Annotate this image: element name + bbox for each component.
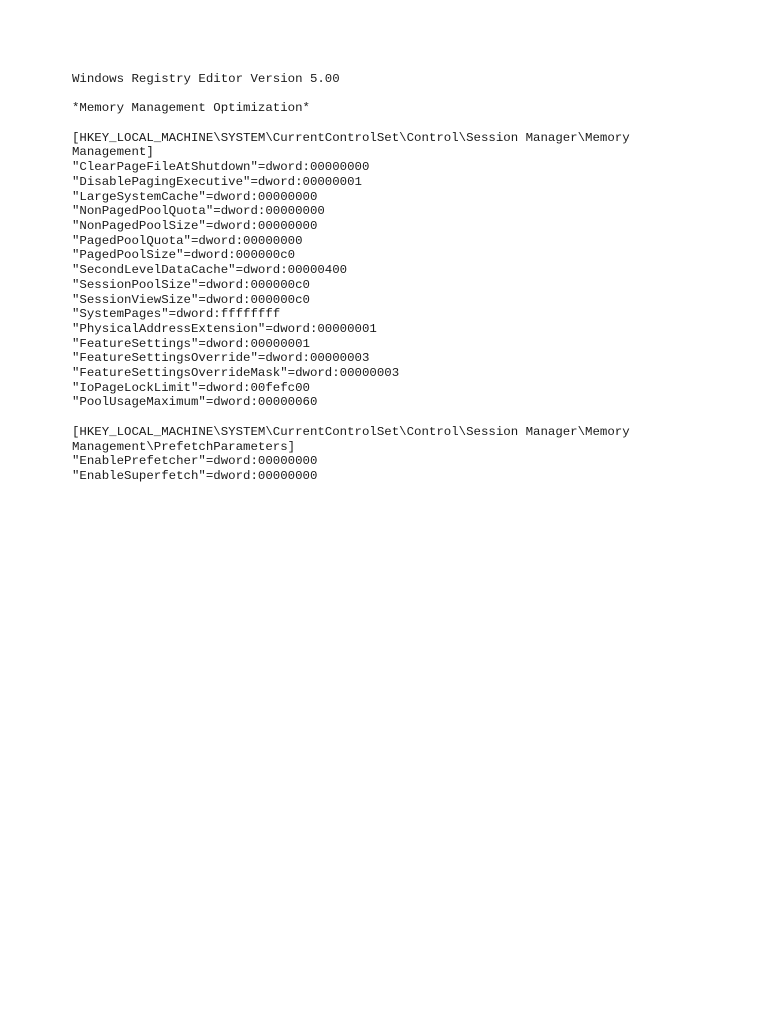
version-header: Windows Registry Editor Version 5.00 [72,72,340,86]
registry-value: "PhysicalAddressExtension"=dword:00000001 [72,321,377,336]
registry-key-path: [HKEY_LOCAL_MACHINE\SYSTEM\CurrentControlSet\Control\Session Manager\Memory [72,130,630,145]
registry-value: "IoPageLockLimit"=dword:00fefc00 [72,380,310,395]
registry-value: "NonPagedPoolSize"=dword:00000000 [72,219,318,233]
registry-value: "PoolUsageMaximum"=dword:00000060 [72,395,318,410]
registry-value: "FeatureSettingsOverrideMask"=dword:00000003 [72,366,400,381]
comment-line: *Memory Management Optimization* [72,101,310,116]
registry-value: "PagedPoolQuota"=dword:00000000 [72,233,303,248]
registry-section-prefetch-parameters [72,425,712,484]
registry-value: "PagedPoolSize"=dword:000000c0 [72,248,296,263]
blank-line [72,410,712,425]
registry-value: "SecondLevelDataCache"=dword:00000400 [72,263,348,278]
registry-value: "EnableSuperfetch"=dword:00000000 [72,468,318,483]
blank-line [72,116,712,131]
registry-value: "NonPagedPoolQuota"=dword:00000000 [72,204,325,219]
registry-value: "ClearPageFileAtShutdown"=dword:00000000 [72,160,370,175]
registry-value: "SessionPoolSize"=dword:000000c0 [72,277,310,292]
registry-section-memory-management [72,131,712,410]
registry-key-path-continued: Management\PrefetchParameters] [72,439,296,454]
registry-value: "DisablePagingExecutive"=dword:00000001 [72,174,362,189]
registry-value: "SystemPages"=dword:ffffffff [72,307,281,322]
registry-value: "EnablePrefetcher"=dword:00000000 [72,454,318,469]
registry-key-path: [HKEY_LOCAL_MACHINE\SYSTEM\CurrentControlSet\Control\Session Manager\Memory [72,424,630,439]
registry-value: "FeatureSettingsOverride"=dword:00000003 [72,351,370,366]
registry-key-path-continued: Management] [72,145,154,160]
registry-value: "LargeSystemCache"=dword:00000000 [72,189,318,204]
registry-file-content [72,72,712,484]
registry-value: "SessionViewSize"=dword:000000c0 [72,292,310,307]
blank-line [72,87,712,102]
registry-value: "FeatureSettings"=dword:00000001 [72,336,310,351]
